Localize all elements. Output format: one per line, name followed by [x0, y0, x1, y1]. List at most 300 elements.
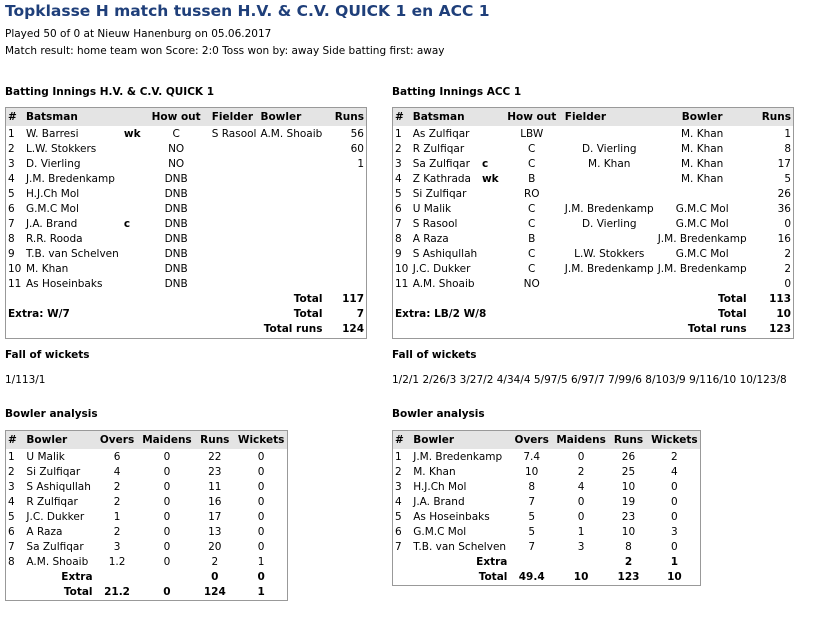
batsman-role-tag	[480, 246, 501, 261]
batsman-role-tag	[122, 246, 143, 261]
row-number: 10	[8, 262, 22, 275]
batsman-name: W. Barresi	[25, 127, 79, 140]
overs: 2	[113, 480, 121, 493]
runs-scored	[324, 171, 366, 186]
bowl-extra-label: Extra	[476, 555, 508, 568]
runs-scored: 0	[784, 277, 791, 290]
fielder-name	[210, 231, 259, 246]
bowler-row	[393, 539, 700, 554]
runs-scored: 26	[777, 187, 791, 200]
row-number: 8	[395, 232, 402, 245]
batting-row	[393, 156, 793, 171]
maidens: 0	[163, 495, 171, 508]
fielder-name	[210, 186, 259, 201]
bowler-row	[393, 509, 700, 524]
fielder-name	[563, 231, 656, 246]
how-out: DNB	[164, 172, 188, 185]
match-played-info: Played 50 of 0 at Nieuw Hanenburg on 05.06.2017	[5, 28, 272, 40]
maidens: 4	[577, 480, 585, 493]
how-out: B	[528, 232, 536, 245]
col-bowler: Bowler	[656, 108, 749, 126]
how-out: C	[528, 217, 536, 230]
how-out: C	[528, 142, 536, 155]
maidens: 0	[577, 495, 585, 508]
overs: 1	[113, 510, 121, 523]
bowler-name	[258, 276, 324, 291]
batsman-name: R Zulfiqar	[412, 142, 465, 155]
bowler-name: M. Khan	[413, 465, 456, 478]
bowler-row	[6, 449, 287, 464]
col-runs: Runs	[608, 431, 649, 449]
overs: 10	[525, 465, 539, 478]
col-batsman: Batsman	[24, 108, 122, 126]
bowler-name: G.M.C Mol	[675, 217, 729, 230]
bowler-name: M. Khan	[680, 172, 724, 185]
batsman-name: D. Vierling	[25, 157, 81, 170]
runs-scored	[324, 231, 366, 246]
batsman-name: H.J.Ch Mol	[25, 187, 80, 200]
runs-scored	[324, 276, 366, 291]
overs: 5	[528, 525, 536, 538]
row-number: 5	[395, 510, 402, 523]
col-runs: Runs	[749, 108, 793, 126]
bowl-total-runs: 124	[203, 585, 226, 598]
runs-conceded: 17	[208, 510, 222, 523]
row-number: 5	[8, 510, 15, 523]
batting-row	[393, 276, 793, 291]
away-fow-title: Fall of wickets	[392, 349, 477, 361]
bowler-row	[6, 509, 287, 524]
bowler-name: Si Zulfiqar	[26, 465, 81, 478]
away-total-runs-row	[393, 321, 793, 336]
batting-row	[6, 126, 366, 141]
how-out: DNB	[164, 202, 188, 215]
bowl-total-label: Total	[478, 570, 508, 583]
row-number: 9	[395, 247, 402, 260]
runs-scored: 56	[350, 127, 364, 140]
runs-conceded: 20	[208, 540, 222, 553]
row-number: 8	[8, 555, 15, 568]
runs-conceded: 23	[621, 510, 636, 523]
maidens: 0	[163, 555, 171, 568]
runs-scored: 36	[777, 202, 791, 215]
bowler-name: M. Khan	[680, 142, 724, 155]
how-out: DNB	[164, 187, 188, 200]
fielder-name	[210, 276, 259, 291]
home-fow-list: 1/113/1	[5, 374, 46, 386]
col-bowler: Bowler	[411, 431, 509, 449]
batsman-name: U Malik	[412, 202, 452, 215]
extra-total-label: Total	[717, 307, 747, 320]
batting-row	[6, 216, 366, 231]
batsman-role-tag	[122, 276, 143, 291]
runs-conceded: 13	[208, 525, 222, 538]
batsman-role-tag	[480, 276, 501, 291]
batsman-role-tag	[480, 186, 501, 201]
how-out: LBW	[520, 127, 544, 140]
fielder-name	[210, 246, 259, 261]
home-bowl-extra-row	[6, 569, 287, 584]
wickets: 0	[257, 525, 265, 538]
batsman-name: T.B. van Schelven	[25, 247, 119, 260]
batsman-role-tag	[122, 231, 143, 246]
fielder-name	[210, 261, 259, 276]
how-out: C	[172, 127, 180, 140]
maidens: 0	[163, 525, 171, 538]
wickets: 0	[671, 510, 678, 523]
bowler-name	[258, 141, 324, 156]
row-number: 5	[395, 187, 402, 200]
row-number: 6	[8, 525, 15, 538]
batting-row	[6, 201, 366, 216]
home-batting-total-row	[6, 291, 366, 306]
fielder-name: J.M. Bredenkamp	[564, 202, 654, 215]
bowler-row	[393, 449, 700, 464]
batsman-role-tag: wk	[481, 172, 499, 185]
fielder-name: D. Vierling	[581, 217, 637, 230]
page-title: Topklasse H match tussen H.V. & C.V. QUICK 1 en ACC 1	[5, 2, 490, 20]
bowler-row	[6, 479, 287, 494]
bowl-total-label: Total	[63, 585, 93, 598]
row-number: 7	[395, 217, 402, 230]
bowler-name: A.M. Shoaib	[26, 555, 89, 568]
bowler-name: T.B. van Schelven	[413, 540, 507, 553]
fielder-name: S Rasool	[211, 127, 257, 140]
bowler-name: J.A. Brand	[413, 495, 465, 508]
batsman-role-tag: wk	[123, 127, 141, 140]
away-batting-table	[392, 107, 794, 339]
away-bowl-title: Bowler analysis	[392, 408, 485, 420]
runs-scored: 0	[784, 217, 791, 230]
bowl-total-wickets: 1	[257, 585, 265, 598]
batting-row	[393, 261, 793, 276]
runs-scored	[324, 261, 366, 276]
total-value: 117	[342, 292, 364, 305]
bowler-row	[6, 464, 287, 479]
runs-scored	[324, 246, 366, 261]
row-number: 11	[8, 277, 22, 290]
runs-scored: 16	[777, 232, 791, 245]
maidens: 0	[163, 510, 171, 523]
away-fow-list: 1/2/1 2/26/3 3/27/2 4/34/4 5/97/5 6/97/7 7/99/6 8/103/9 9/116/10 10/123/8	[392, 374, 787, 386]
total-value: 113	[769, 292, 791, 305]
fielder-name: L.W. Stokkers	[574, 247, 645, 260]
extra-label: Extra: LB/2 W/8	[395, 307, 487, 320]
runs-scored: 2	[784, 247, 791, 260]
bowler-name: J.C. Dukker	[26, 510, 85, 523]
how-out: C	[528, 202, 536, 215]
home-bowl-total-row	[6, 584, 287, 599]
away-bowl-total-row	[393, 569, 700, 584]
extra-label: Extra: W/7	[8, 307, 70, 320]
row-number: 11	[395, 277, 409, 290]
maidens: 0	[577, 510, 585, 523]
maidens: 2	[577, 465, 585, 478]
batting-row	[6, 171, 366, 186]
col-wickets: Wickets	[649, 431, 700, 449]
bowl-extra-runs: 0	[211, 570, 219, 583]
home-batting-header-row	[6, 108, 366, 126]
col-bowler: Bowler	[24, 431, 94, 449]
batsman-name: As Hoseinbaks	[25, 277, 103, 290]
bowl-total-overs: 21.2	[104, 585, 130, 598]
bowler-name	[258, 231, 324, 246]
batsman-role-tag	[122, 171, 143, 186]
bowler-name: U Malik	[26, 450, 65, 463]
row-number: 7	[395, 540, 402, 553]
col-maidens: Maidens	[554, 431, 608, 449]
overs: 7	[528, 495, 536, 508]
bowler-name: A.M. Shoaib	[260, 127, 323, 140]
batting-row	[393, 216, 793, 231]
row-number: 5	[8, 187, 15, 200]
runs-scored: 5	[784, 172, 791, 185]
row-number: 4	[8, 172, 15, 185]
home-bowl-header-row	[6, 431, 287, 449]
overs: 5	[528, 510, 536, 523]
maidens: 0	[577, 450, 585, 463]
bowler-name: As Hoseinbaks	[413, 510, 490, 523]
batsman-role-tag: c	[481, 157, 489, 170]
row-number: 2	[8, 465, 15, 478]
bowler-name	[258, 201, 324, 216]
batting-row	[6, 276, 366, 291]
batting-row	[393, 246, 793, 261]
col-bowler: Bowler	[258, 108, 324, 126]
batsman-name: J.M. Bredenkamp	[25, 172, 115, 185]
batting-row	[393, 171, 793, 186]
bowler-name: J.M. Bredenkamp	[413, 450, 503, 463]
row-number: 1	[8, 127, 15, 140]
how-out: DNB	[164, 277, 188, 290]
bowl-total-maidens: 0	[163, 585, 171, 598]
batsman-role-tag	[480, 126, 501, 141]
wickets: 0	[257, 465, 265, 478]
runs-conceded: 19	[621, 495, 636, 508]
batsman-name: L.W. Stokkers	[25, 142, 97, 155]
total-label: Total	[293, 292, 323, 305]
runs-conceded: 8	[625, 540, 632, 553]
how-out: DNB	[164, 232, 188, 245]
fielder-name	[210, 141, 259, 156]
overs: 2	[113, 525, 121, 538]
how-out: DNB	[164, 217, 188, 230]
runs-scored: 17	[777, 157, 791, 170]
col-fielder: Fielder	[563, 108, 656, 126]
batsman-role-tag	[122, 186, 143, 201]
batting-row	[393, 126, 793, 141]
batting-row	[393, 186, 793, 201]
total-runs-label: Total runs	[263, 322, 323, 335]
how-out: NO	[523, 277, 540, 290]
bowler-name	[656, 276, 749, 291]
bowler-name	[258, 216, 324, 231]
away-bowl-header-row	[393, 431, 700, 449]
how-out: C	[528, 262, 536, 275]
fielder-name	[210, 216, 259, 231]
batsman-name: J.A. Brand	[25, 217, 78, 230]
row-number: 7	[8, 217, 15, 230]
bowl-total-maidens: 10	[573, 570, 589, 583]
runs-scored: 60	[350, 142, 364, 155]
wickets: 0	[257, 480, 265, 493]
runs-conceded: 25	[621, 465, 636, 478]
maidens: 3	[577, 540, 585, 553]
row-number: 6	[395, 202, 402, 215]
fielder-name: M. Khan	[588, 157, 631, 170]
bowler-name	[258, 246, 324, 261]
batsman-name: J.C. Dukker	[412, 262, 471, 275]
overs: 6	[113, 450, 121, 463]
row-number: 3	[8, 157, 15, 170]
wickets: 0	[671, 480, 678, 493]
bowler-name: J.M. Bredenkamp	[657, 262, 747, 275]
runs-conceded: 26	[621, 450, 636, 463]
overs: 8	[528, 480, 536, 493]
bowler-row	[393, 464, 700, 479]
away-extra-row	[393, 306, 793, 321]
bowler-row	[6, 539, 287, 554]
row-number: 3	[8, 480, 15, 493]
fielder-name	[210, 201, 259, 216]
overs: 3	[113, 540, 121, 553]
away-batting-header-row	[393, 108, 793, 126]
batsman-name: M. Khan	[25, 262, 69, 275]
bowl-total-runs: 123	[617, 570, 640, 583]
batsman-role-tag	[480, 261, 501, 276]
wickets: 0	[671, 540, 678, 553]
row-number: 4	[395, 495, 402, 508]
col-how-out: How out	[143, 108, 210, 126]
row-number: 2	[395, 465, 402, 478]
wickets: 0	[257, 450, 265, 463]
how-out: RO	[523, 187, 540, 200]
batsman-name: A.M. Shoaib	[412, 277, 475, 290]
batsman-name: Sa Zulfiqar	[412, 157, 470, 170]
row-number: 1	[395, 127, 402, 140]
batsman-role-tag	[122, 201, 143, 216]
overs: 2	[113, 495, 121, 508]
runs-scored: 1	[784, 127, 791, 140]
batting-row	[6, 141, 366, 156]
col-maidens: Maidens	[140, 431, 195, 449]
bowler-name: G.M.C Mol	[413, 525, 467, 538]
runs-scored	[324, 201, 366, 216]
bowler-name	[258, 261, 324, 276]
fielder-name	[563, 171, 656, 186]
col-overs: Overs	[95, 431, 140, 449]
batsman-name: Z Kathrada	[412, 172, 471, 185]
row-number: 3	[395, 480, 402, 493]
batsman-name: As Zulfiqar	[412, 127, 470, 140]
col-num: #	[393, 108, 411, 126]
col-how-out: How out	[501, 108, 563, 126]
extra-total-value: 10	[776, 307, 791, 320]
how-out: DNB	[164, 247, 188, 260]
runs-conceded: 10	[621, 480, 636, 493]
batsman-role-tag	[480, 201, 501, 216]
runs-conceded: 23	[208, 465, 222, 478]
home-total-runs-row	[6, 321, 366, 336]
col-runs: Runs	[194, 431, 235, 449]
maidens: 0	[163, 450, 171, 463]
bowler-row	[6, 554, 287, 569]
col-batsman: Batsman	[411, 108, 480, 126]
away-batting-total-row	[393, 291, 793, 306]
batsman-role-tag: c	[123, 217, 131, 230]
batting-row	[6, 231, 366, 246]
row-number: 9	[8, 247, 15, 260]
row-number: 1	[395, 450, 402, 463]
batsman-name: R.R. Rooda	[25, 232, 83, 245]
row-number: 2	[395, 142, 402, 155]
col-runs: Runs	[324, 108, 366, 126]
batsman-name: A Raza	[412, 232, 449, 245]
bowl-total-wickets: 10	[667, 570, 682, 583]
runs-conceded: 2	[211, 555, 219, 568]
away-bowler-table	[392, 430, 701, 586]
bowler-name	[258, 171, 324, 186]
bowler-name: A Raza	[26, 525, 63, 538]
runs-scored: 8	[784, 142, 791, 155]
wickets: 1	[257, 555, 265, 568]
bowl-extra-runs: 2	[624, 555, 633, 568]
batting-row	[393, 201, 793, 216]
col-num: #	[6, 431, 24, 449]
batting-row	[393, 141, 793, 156]
row-number: 4	[8, 495, 15, 508]
home-batting-table	[5, 107, 367, 339]
fielder-name	[210, 156, 259, 171]
runs-conceded: 10	[621, 525, 636, 538]
runs-conceded: 11	[208, 480, 222, 493]
runs-scored: 2	[784, 262, 791, 275]
extra-total-value: 7	[356, 307, 364, 320]
overs: 1.2	[108, 555, 126, 568]
bowler-name: H.J.Ch Mol	[413, 480, 467, 493]
batsman-role-tag	[122, 141, 143, 156]
runs-conceded: 22	[208, 450, 222, 463]
how-out: NO	[168, 157, 185, 170]
wickets: 0	[257, 495, 265, 508]
away-batting-title: Batting Innings ACC 1	[392, 86, 522, 98]
home-fow-title: Fall of wickets	[5, 349, 90, 361]
runs-scored: 1	[357, 157, 364, 170]
fielder-name: J.M. Bredenkamp	[564, 262, 654, 275]
row-number: 1	[8, 450, 15, 463]
total-runs-value: 124	[342, 322, 364, 335]
bowl-total-overs: 49.4	[518, 570, 545, 583]
batting-row	[393, 231, 793, 246]
home-batting-title: Batting Innings H.V. & C.V. QUICK 1	[5, 86, 215, 98]
how-out: C	[528, 247, 536, 260]
maidens: 0	[163, 465, 171, 478]
bowler-row	[6, 494, 287, 509]
bowler-name: G.M.C Mol	[675, 202, 729, 215]
row-number: 10	[395, 262, 409, 275]
runs-conceded: 16	[208, 495, 222, 508]
bowler-name: R Zulfiqar	[26, 495, 78, 508]
batsman-name: S Rasool	[412, 217, 458, 230]
bowler-name: G.M.C Mol	[675, 247, 729, 260]
extra-total-label: Total	[293, 307, 323, 320]
batsman-role-tag	[122, 156, 143, 171]
wickets: 0	[671, 495, 678, 508]
overs: 7	[528, 540, 536, 553]
col-fielder: Fielder	[210, 108, 259, 126]
batsman-name: Si Zulfiqar	[412, 187, 467, 200]
batting-row	[6, 261, 366, 276]
